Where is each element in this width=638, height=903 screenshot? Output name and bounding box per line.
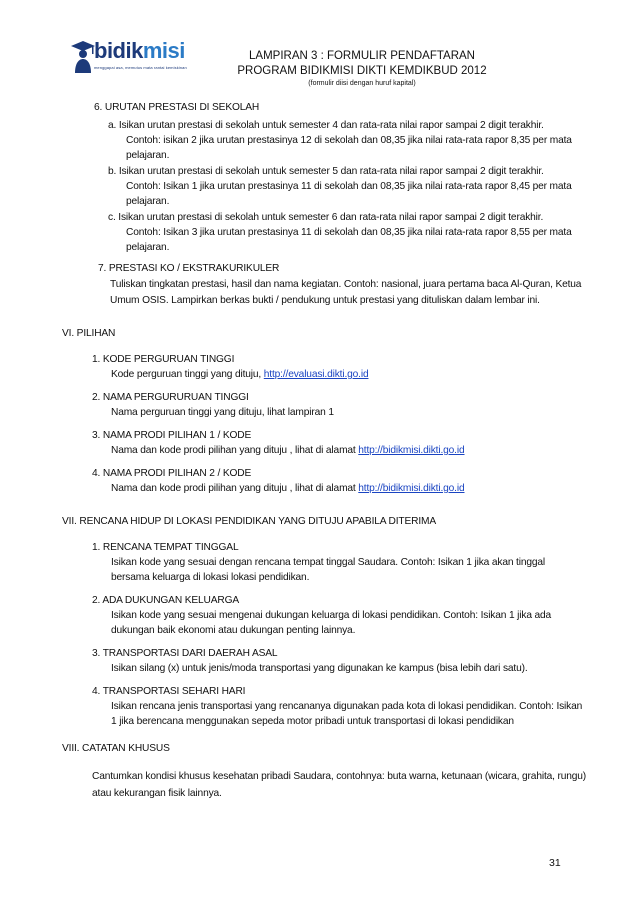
bidikmisi-link[interactable]: http://bidikmisi.dikti.go.id <box>358 483 465 494</box>
header-program: PROGRAM BIDIKMISI DIKTI KEMDIKBUD 2012 <box>237 65 487 77</box>
sub-item: a. Isikan urutan prestasi di sekolah untuk semester 4 dan rata-rata nilai rapor sampai 2 digit terakhir. <box>108 120 544 131</box>
header-note: (formulir diisi dengan huruf kapital) <box>308 80 416 87</box>
item-heading: 3. TRANSPORTASI DARI DAERAH ASAL <box>92 648 278 659</box>
body-text: Isikan kode yang sesuai mengenai dukungan keluarga di lokasi pendidikan. Contoh: Isikan 1 jika ada <box>111 610 552 621</box>
header-title: LAMPIRAN 3 : FORMULIR PENDAFTARAN <box>249 50 475 62</box>
body-text: Isikan kode yang sesuai dengan rencana tempat tinggal Saudara. Contoh: Isikan 1 jika akan tinggal <box>111 557 545 568</box>
section-heading: VII. RENCANA HIDUP DI LOKASI PENDIDIKAN YANG DITUJU APABILA DITERIMA <box>62 516 436 527</box>
bidikmisi-logo <box>70 35 190 85</box>
graduate-figure-icon <box>70 37 96 73</box>
item-heading: 6. URUTAN PRESTASI DI SEKOLAH <box>94 102 260 113</box>
logo-tagline: menggapai asa, memutus mata rantai kemiskinan <box>94 65 187 70</box>
body-text: Umum OSIS. Lampirkan berkas bukti / pendukung untuk prestasi yang dituliskan dalam lembar ini. <box>110 295 540 306</box>
body-text: Nama perguruan tinggi yang dituju, lihat lampiran 1 <box>111 407 334 418</box>
body-text: dukungan baik ekonomi atau dukungan penting lainnya. <box>111 625 356 636</box>
body-text: atau kekurangan fisik lainnya. <box>92 788 222 799</box>
body-text: pelajaran. <box>126 242 170 253</box>
item-heading: 1. KODE PERGURUAN TINGGI <box>92 354 235 365</box>
bidikmisi-link[interactable]: http://bidikmisi.dikti.go.id <box>358 445 465 456</box>
body-text: Cantumkan kondisi khusus kesehatan pribadi Saudara, contohnya: buta warna, ketunaan (wicara, grahita, rungu) <box>92 771 587 782</box>
body-text: Nama dan kode prodi pilihan yang dituju , lihat di alamat http://bidikmisi.dikti.go.id <box>111 445 465 456</box>
body-text: Nama dan kode prodi pilihan yang dituju , lihat di alamat http://bidikmisi.dikti.go.id <box>111 483 465 494</box>
section-heading: VI. PILIHAN <box>62 328 116 339</box>
sub-item: c. Isikan urutan prestasi di sekolah untuk semester 6 dan rata-rata nilai rapor sampai 2 digit terakhir. <box>108 212 544 223</box>
item-heading: 1. RENCANA TEMPAT TINGGAL <box>92 542 239 553</box>
logo-wordmark: bidikmisi <box>94 38 185 63</box>
item-heading: 2. ADA DUKUNGAN KELUARGA <box>92 595 239 606</box>
item-heading: 4. TRANSPORTASI SEHARI HARI <box>92 686 246 697</box>
evaluasi-link[interactable]: http://evaluasi.dikti.go.id <box>263 369 369 380</box>
item-heading: 4. NAMA PRODI PILIHAN 2 / KODE <box>92 468 252 479</box>
item-heading: 7. PRESTASI KO / EKSTRAKURIKULER <box>98 263 280 274</box>
body-text: Tuliskan tingkatan prestasi, hasil dan nama kegiatan. Contoh: nasional, juara pertama baca Al-Quran, Ketua <box>110 279 582 290</box>
body-text: Contoh: isikan 2 jika urutan prestasinya 12 di sekolah dan 08,35 jika nilai rata-rata rapor 8,35 per mata <box>126 135 572 146</box>
page-number: 31 <box>549 857 561 869</box>
body-text: pelajaran. <box>126 196 170 207</box>
body-text: pelajaran. <box>126 150 170 161</box>
body-text: 1 jika berencana menggunakan sepeda motor pribadi untuk transportasi di lokasi pendidikan <box>111 716 514 727</box>
body-text: Contoh: Isikan 1 jika urutan prestasinya 11 di sekolah dan 08,35 jika nilai rata-rata rapor 8,45 per mata <box>126 181 572 192</box>
section-heading: VIII. CATATAN KHUSUS <box>62 743 170 754</box>
body-text: Isikan silang (x) untuk jenis/moda transportasi yang digunakan ke kampus (bisa lebih dari satu). <box>111 663 528 674</box>
item-heading: 2. NAMA PERGURURUAN TINGGI <box>92 392 249 403</box>
sub-item: b. Isikan urutan prestasi di sekolah untuk semester 5 dan rata-rata nilai rapor sampai 2 digit terakhir. <box>108 166 544 177</box>
body-text: Isikan rencana jenis transportasi yang rencananya digunakan pada kota di lokasi pendidikan. Contoh: Isikan <box>111 701 583 712</box>
item-heading: 3. NAMA PRODI PILIHAN 1 / KODE <box>92 430 252 441</box>
body-text: Kode perguruan tinggi yang dituju, http://evaluasi.dikti.go.id <box>111 369 369 380</box>
body-text: Contoh: Isikan 3 jika urutan prestasinya 11 di sekolah dan 08,35 jika nilai rata-rata rapor 8,55 per mata <box>126 227 572 238</box>
body-text: bersama keluarga di lokasi lokasi pendidikan. <box>111 572 310 583</box>
